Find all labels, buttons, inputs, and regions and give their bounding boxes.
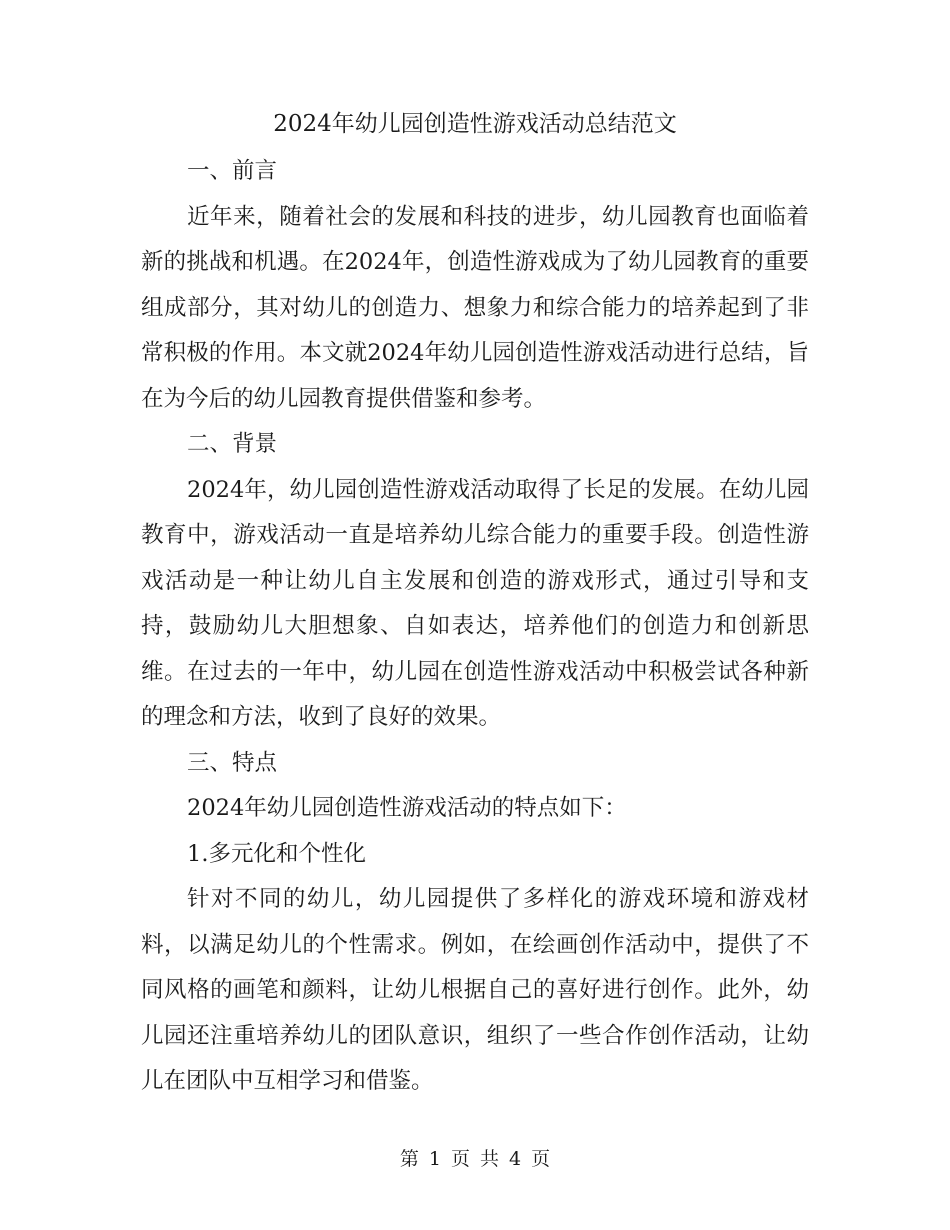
subheading-diversity: 1.多元化和个性化 — [187, 840, 366, 867]
page-footer: 第 1 页 共 4 页 — [399, 1148, 551, 1170]
document-title: 2024年幼儿园创造性游戏活动总结范文 — [273, 111, 677, 137]
section-heading-preface: 一、前言 — [187, 158, 278, 184]
section-heading-features: 三、特点 — [187, 749, 278, 776]
paragraph-diversity: 针对不同的幼儿，幼儿园提供了多样化的游戏环境和游戏材料，以满足幼儿的个性需求。例如，在绘画创作活动中，提供了不同风格的画笔和颜料，让幼儿根据自己的喜好进行创作。此外，幼儿园还注重培养幼儿的团队意识，组织了一些合作创作活动，让幼儿在团队中互相学习和借鉴。 — [141, 886, 809, 1094]
paragraph-background: 2024年，幼儿园创造性游戏活动取得了长足的发展。在幼儿园教育中，游戏活动一直是培养幼儿综合能力的重要手段。创造性游戏活动是一种让幼儿自主发展和创造的游戏形式，通过引导和支持，鼓励幼儿大胆想象、自如表达，培养他们的创造力和创新思维。在过去的一年中，幼儿园在创造性游戏活动中积极尝试各种新的理念和方法，收到了良好的效果。 — [141, 476, 809, 730]
document-body — [141, 149, 809, 1105]
paragraph-preface: 近年来，随着社会的发展和科技的进步，幼儿园教育也面临着新的挑战和机遇。在2024年，创造性游戏成为了幼儿园教育的重要组成部分，其对幼儿的创造力、想象力和综合能力的培养起到了非常积极的作用。本文就2024年幼儿园创造性游戏活动进行总结，旨在为今后的幼儿园教育提供借鉴和参考。 — [141, 203, 809, 412]
section-heading-background: 二、背景 — [187, 431, 278, 457]
paragraph-features-intro: 2024年幼儿园创造性游戏活动的特点如下： — [187, 795, 627, 821]
